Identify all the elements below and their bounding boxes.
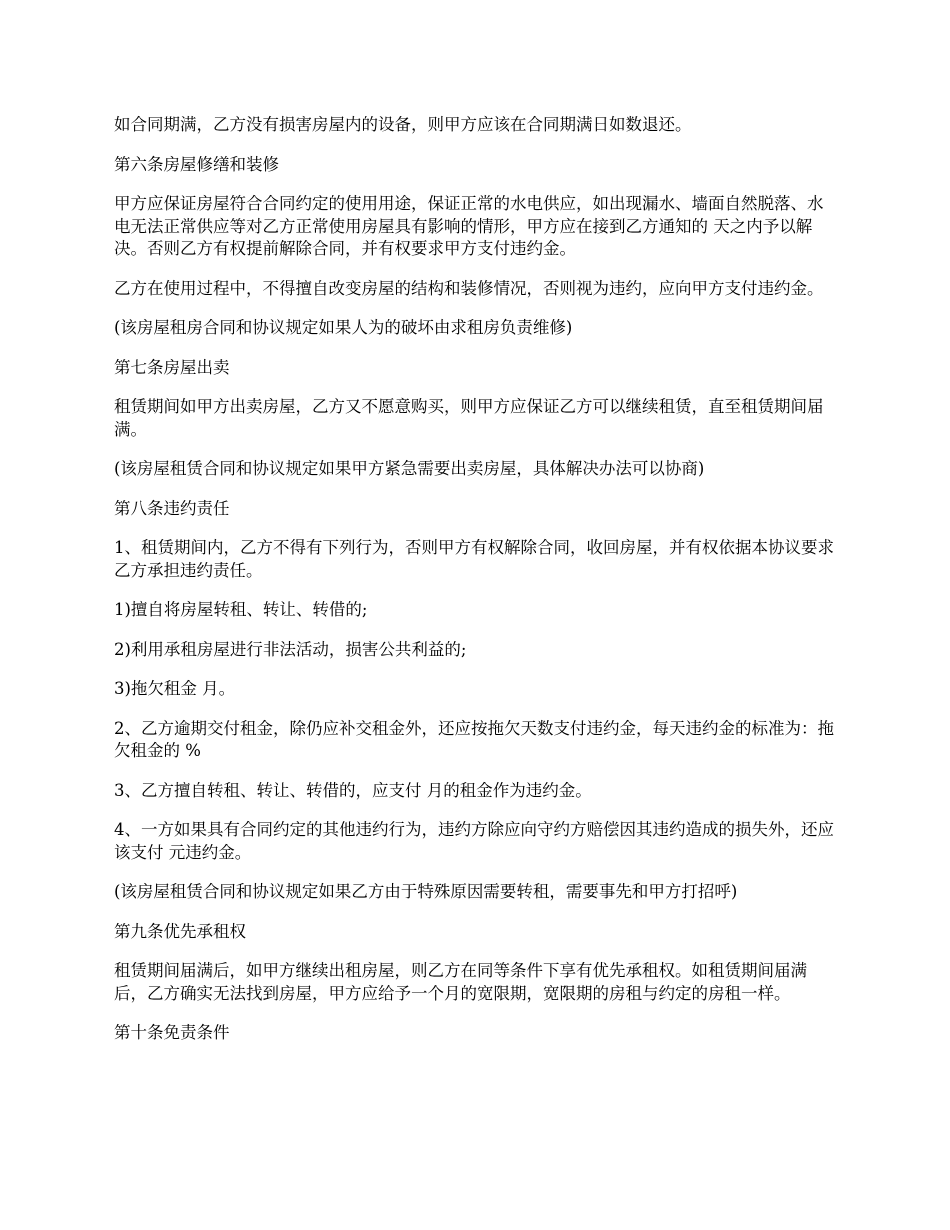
paragraph-renewal-priority: 租赁期间届满后，如甲方继续出租房屋，则乙方在同等条件下享有优先承租权。如租赁期间届满后，乙方确实无法找到房屋，甲方应给予一个月的宽限期，宽限期的房租与约定的房租一样。 [114, 961, 807, 1003]
heading-article-7: 第七条房屋出卖 [114, 357, 230, 377]
paragraph-breach-4: 4、一方如果具有合同约定的其他违约行为，违约方除应向守约方赔偿因其违约造成的损失外，还应该支付 元违约金。 [114, 820, 834, 862]
heading-article-9: 第九条优先承租权 [114, 921, 246, 941]
paragraph-breach-1: 1、租赁期间内，乙方不得有下列行为，否则甲方有权解除合同，收回房屋，并有权依据本协议要求乙方承担违约责任。 [114, 538, 834, 580]
list-item-rent-arrears: 3)拖欠租金 月。 [114, 679, 236, 698]
heading-article-8: 第八条违约责任 [114, 498, 230, 518]
document-body [114, 114, 838, 1062]
heading-article-10: 第十条免责条件 [114, 1023, 230, 1042]
heading-article-6: 第六条房屋修缮和装修 [114, 154, 279, 174]
paragraph-breach-2: 2、乙方逾期交付租金，除仍应补交租金外，还应按拖欠天数支付违约金，每天违约金的标准为：拖欠租金的 % [114, 718, 834, 760]
paragraph-breach-3: 3、乙方擅自转租、转让、转借的，应支付 月的租金作为违约金。 [114, 780, 592, 800]
paragraph-landlord-repairs: 甲方应保证房屋符合合同约定的使用用途，保证正常的水电供应，如出现漏水、墙面自然脱落、水电无法正常供应等对乙方正常使用房屋具有影响的情形，甲方应在接到乙方通知的 天之内予以解决。否则乙方有权提前解除合同，并有权要求甲方支付违约金。 [114, 194, 824, 258]
note-sublet-notice: (该房屋租赁合同和协议规定如果乙方由于特殊原因需要转租，需要事先和甲方打招呼) [114, 882, 738, 901]
paragraph-deposit-refund: 如合同期满，乙方没有损害房屋内的设备，则甲方应该在合同期满日如数退还。 [114, 115, 692, 134]
paragraph-house-sale: 租赁期间如甲方出卖房屋，乙方又不愿意购买，则甲方应保证乙方可以继续租赁，直至租赁期间届满。 [114, 397, 824, 439]
note-damage-repair: (该房屋租房合同和协议规定如果人为的破坏由求租房负责维修) [114, 318, 573, 337]
paragraph-tenant-alterations: 乙方在使用过程中，不得擅自改变房屋的结构和装修情况，否则视为违约，应向甲方支付违约金。 [114, 278, 824, 298]
list-item-illegal-use: 2)利用承租房屋进行非法活动，损害公共利益的; [114, 639, 467, 659]
note-urgent-sale: (该房屋租赁合同和协议规定如果甲方紧急需要出卖房屋，具体解决办法可以协商) [114, 459, 705, 478]
list-item-sublet: 1)擅自将房屋转租、转让、转借的; [114, 600, 368, 619]
